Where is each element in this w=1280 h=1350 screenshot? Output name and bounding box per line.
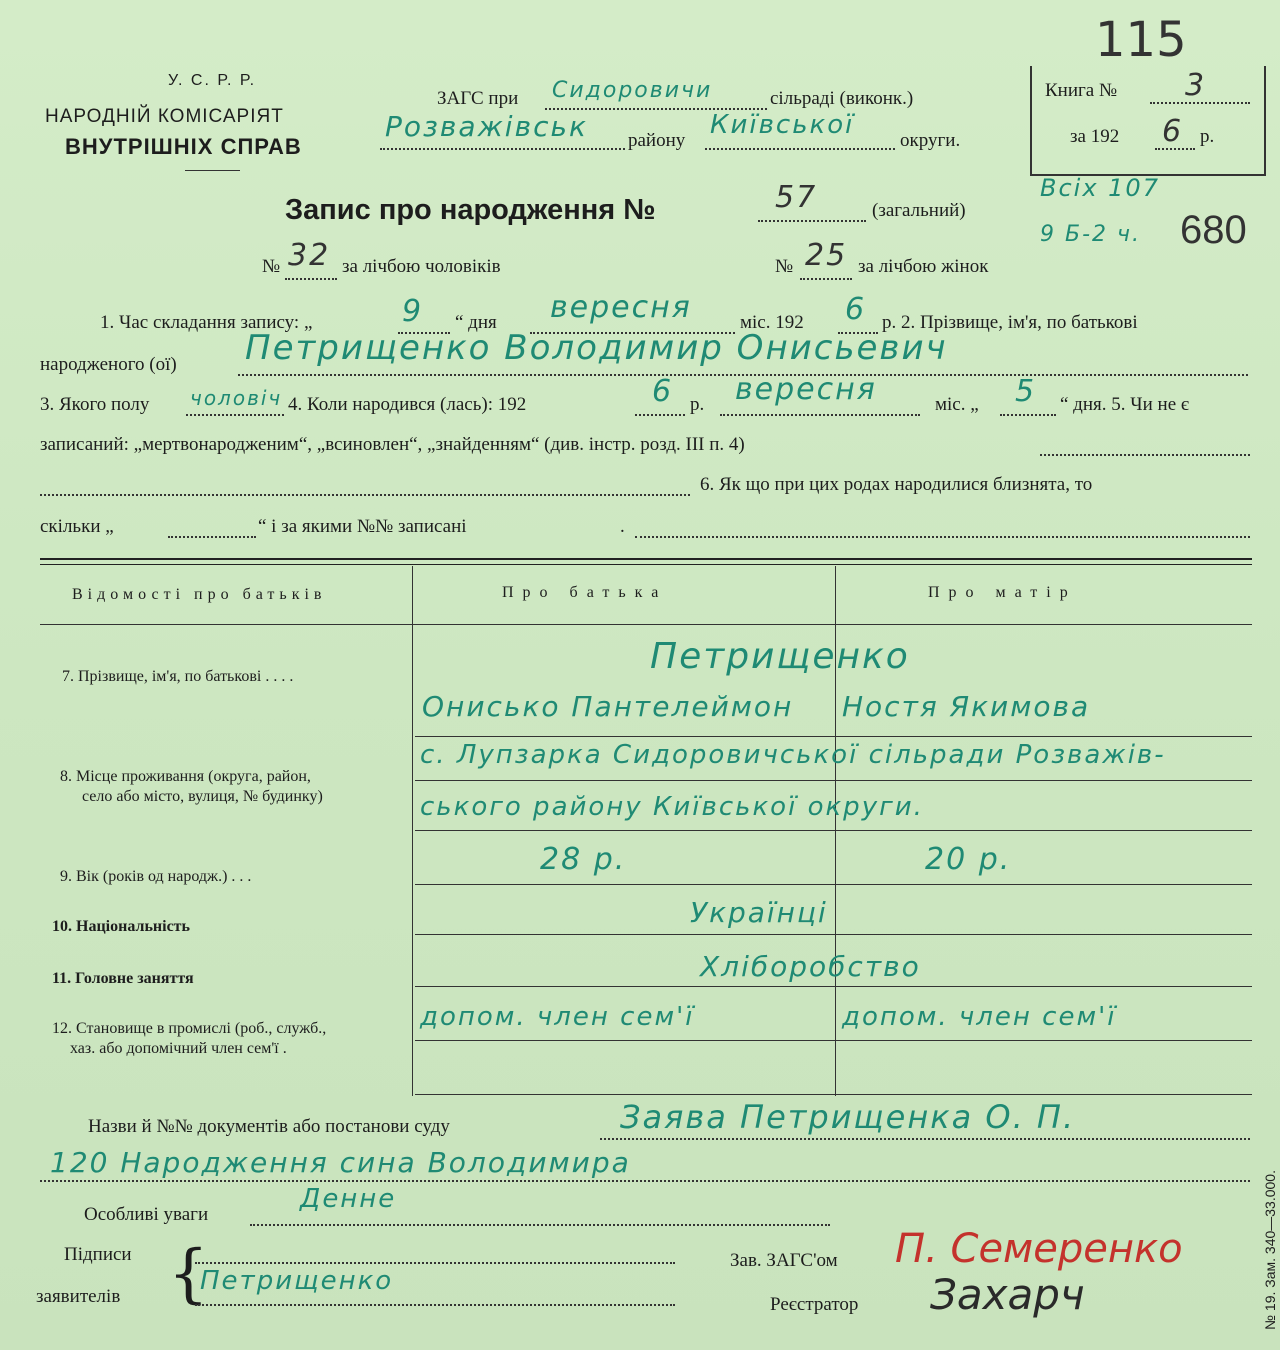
- f6b-numbers-line: [635, 536, 1250, 538]
- f1-label: 1. Час складання запису: „: [100, 312, 313, 333]
- row-8-label-1: 8. Місце проживання (округа, район,: [60, 768, 311, 785]
- book-year-line: [1155, 148, 1195, 150]
- table-divider-1: [412, 566, 413, 1096]
- sign-brace: {: [168, 1237, 209, 1311]
- book-label: Книга №: [1045, 80, 1118, 101]
- corner-book-number: 115: [1095, 12, 1187, 68]
- father-age-value: 28 р.: [540, 842, 627, 877]
- row-9-label: 9. Вік (років од народж.) . . .: [60, 868, 252, 885]
- district-label: району: [628, 130, 686, 151]
- table-top-rule-2: [40, 564, 1252, 565]
- registrar-label: Реєстратор: [770, 1294, 859, 1315]
- docs-value-2: 120 Народження сина Володимира: [50, 1146, 631, 1179]
- okrug-line: [705, 148, 895, 150]
- book-year-digit: 6: [1162, 114, 1184, 149]
- occupation-value: Хліборобство: [700, 950, 921, 983]
- f4-year: 6: [652, 374, 674, 409]
- row-11-line: [415, 986, 1252, 987]
- side-note-1: Всіх 107: [1040, 174, 1160, 202]
- row-8-line-2: [415, 830, 1252, 831]
- f2-value: Петрищенко Володимир Онисьевич: [245, 328, 948, 368]
- f6-fill-line: [40, 494, 690, 496]
- f1-month: вересня: [550, 290, 692, 325]
- okrug-value: Київської: [710, 110, 855, 140]
- f1-month-suffix: міс. 192: [740, 312, 804, 333]
- row-12-label-1: 12. Становище в промислі (роб., служб.,: [52, 1020, 327, 1037]
- row-7-line: [415, 736, 1252, 737]
- stamp-number: 680: [1180, 208, 1247, 252]
- men-prefix: №: [262, 256, 281, 277]
- f1-year: 6: [845, 292, 867, 327]
- table-header-father: Про батька: [502, 584, 668, 601]
- f6b-end: .: [620, 516, 625, 537]
- residence-line2: ського району Київської округи.: [420, 792, 924, 822]
- f4-month: вересня: [735, 372, 877, 407]
- docs-line-1: [600, 1138, 1250, 1140]
- women-label: за лічбою жінок: [858, 256, 989, 277]
- men-number: 32: [288, 238, 331, 273]
- f4-day-line: [1000, 414, 1056, 416]
- f4-mid: р.: [690, 394, 705, 415]
- commissariat-line2: ВНУТРІШНІХ СПРАВ: [65, 134, 302, 159]
- table-header-parents: Відомості про батьків: [72, 586, 327, 603]
- row-8-line-1: [415, 780, 1252, 781]
- selrada-label: сільраді (виконк.): [770, 88, 914, 109]
- f1-year-suffix: р. 2. Прізвище, ім'я, по батькові: [882, 312, 1138, 333]
- docs-label: Назви й №№ документів або постанови суду: [88, 1116, 450, 1137]
- row-7-label: 7. Прізвище, ім'я, по батькові . . . .: [62, 668, 294, 685]
- women-number: 25: [805, 238, 848, 273]
- print-code: № 19. Зам. 340—33.000.: [1262, 1170, 1278, 1330]
- record-number-line: [758, 220, 866, 222]
- mother-status-value: допом. член сем'ї: [842, 1002, 1117, 1032]
- women-number-line: [800, 278, 852, 280]
- women-prefix: №: [775, 256, 794, 277]
- sign-line-2: [195, 1304, 675, 1306]
- nationality-value: Українці: [690, 896, 828, 929]
- f3-label: 3. Якого полу: [40, 394, 150, 415]
- header-rule: [185, 170, 240, 171]
- f1-day: 9: [402, 294, 424, 329]
- sign-label-2: заявителів: [36, 1286, 121, 1307]
- book-number-line: [1150, 102, 1250, 104]
- f5-line: записаний: „мертвонародженим“, „всиновлен“, „знайденням“ (див. інстр. розд. III п. 4): [40, 434, 745, 455]
- f4-month-suffix: міс. „: [935, 394, 979, 415]
- mother-name-value: Ностя Якимова: [842, 690, 1091, 723]
- f2-label: народженого (ої): [40, 354, 177, 375]
- table-header-mother: Про матір: [928, 584, 1077, 601]
- table-top-rule-1: [40, 558, 1252, 560]
- district-value: Розважівськ: [385, 110, 588, 143]
- row-12-line: [415, 1040, 1252, 1041]
- row-10-line: [415, 934, 1252, 935]
- docs-line-2: [40, 1180, 1250, 1182]
- head-signature: П. Семеренко: [895, 1226, 1183, 1272]
- district-line: [380, 148, 625, 150]
- table-bottom-line: [415, 1094, 1252, 1095]
- remarks-label: Особливі уваги: [84, 1204, 209, 1225]
- okrug-label: округи.: [900, 130, 961, 151]
- book-number: 3: [1185, 68, 1207, 103]
- f3-line: [186, 414, 284, 416]
- zags-village: Сидоровичи: [552, 78, 713, 103]
- head-label: Зав. ЗАГС'ом: [730, 1250, 838, 1271]
- f4-tail: “ дня. 5. Чи не є: [1060, 394, 1190, 415]
- row-9-line: [415, 884, 1252, 885]
- mother-age-value: 20 р.: [925, 842, 1012, 877]
- f5-fill-line: [1040, 454, 1250, 456]
- remarks-line: [250, 1224, 830, 1226]
- f4-year-line: [635, 414, 685, 416]
- sign-value: Петрищенко: [200, 1266, 394, 1296]
- f4-day: 5: [1015, 374, 1037, 409]
- record-number: 57: [775, 180, 818, 215]
- book-year-prefix: за 192: [1070, 126, 1120, 147]
- commissariat-line1: НАРОДНІЙ КОМІСАРІЯТ: [45, 106, 284, 127]
- row-12-label-2: хаз. або допомічний член сем'ї .: [70, 1040, 287, 1057]
- row-8-label-2: село або місто, вулиця, № будинку): [82, 788, 323, 805]
- f4-label: 4. Коли народився (лась): 192: [288, 394, 527, 415]
- registrar-signature: Захарч: [930, 1270, 1085, 1319]
- father-status-value: допом. член сем'ї: [420, 1002, 695, 1032]
- sign-label-1: Підписи: [64, 1244, 132, 1265]
- remarks-value: Денне: [300, 1184, 397, 1214]
- record-title: Запис про народження №: [285, 194, 656, 226]
- docs-value: Заява Петрищенка О. П.: [620, 1098, 1076, 1136]
- surname-value: Петрищенко: [650, 636, 910, 677]
- zags-prefix: ЗАГС при: [437, 88, 519, 109]
- ussr-label: У. С. Р. Р.: [168, 72, 257, 89]
- f6b-count-line: [168, 536, 256, 538]
- table-header-rule: [40, 624, 1252, 625]
- book-year-suffix: р.: [1200, 126, 1215, 147]
- side-note-2: 9 Б-2 ч.: [1040, 222, 1142, 247]
- row-11-label: 11. Головне заняття: [52, 970, 194, 987]
- general-label: (загальний): [872, 200, 966, 221]
- f4-month-line: [720, 414, 920, 416]
- f1-day-suffix: “ дня: [455, 312, 497, 333]
- f3-value: чоловіч: [190, 386, 283, 410]
- f6b-mid: “ і за якими №№ записані: [258, 516, 467, 537]
- f6b-prefix: скільки „: [40, 516, 114, 537]
- residence-line1: с. Лупзарка Сидоровичської сільради Розважів-: [420, 740, 1166, 770]
- f6-line: 6. Як що при цих родах народилися близнята, то: [700, 474, 1093, 495]
- father-name-value: Онисько Пантелеймон: [422, 690, 794, 723]
- sign-line-1: [195, 1262, 675, 1264]
- row-10-label: 10. Національність: [52, 918, 190, 935]
- men-number-line: [285, 278, 337, 280]
- men-label: за лічбою чоловіків: [342, 256, 501, 277]
